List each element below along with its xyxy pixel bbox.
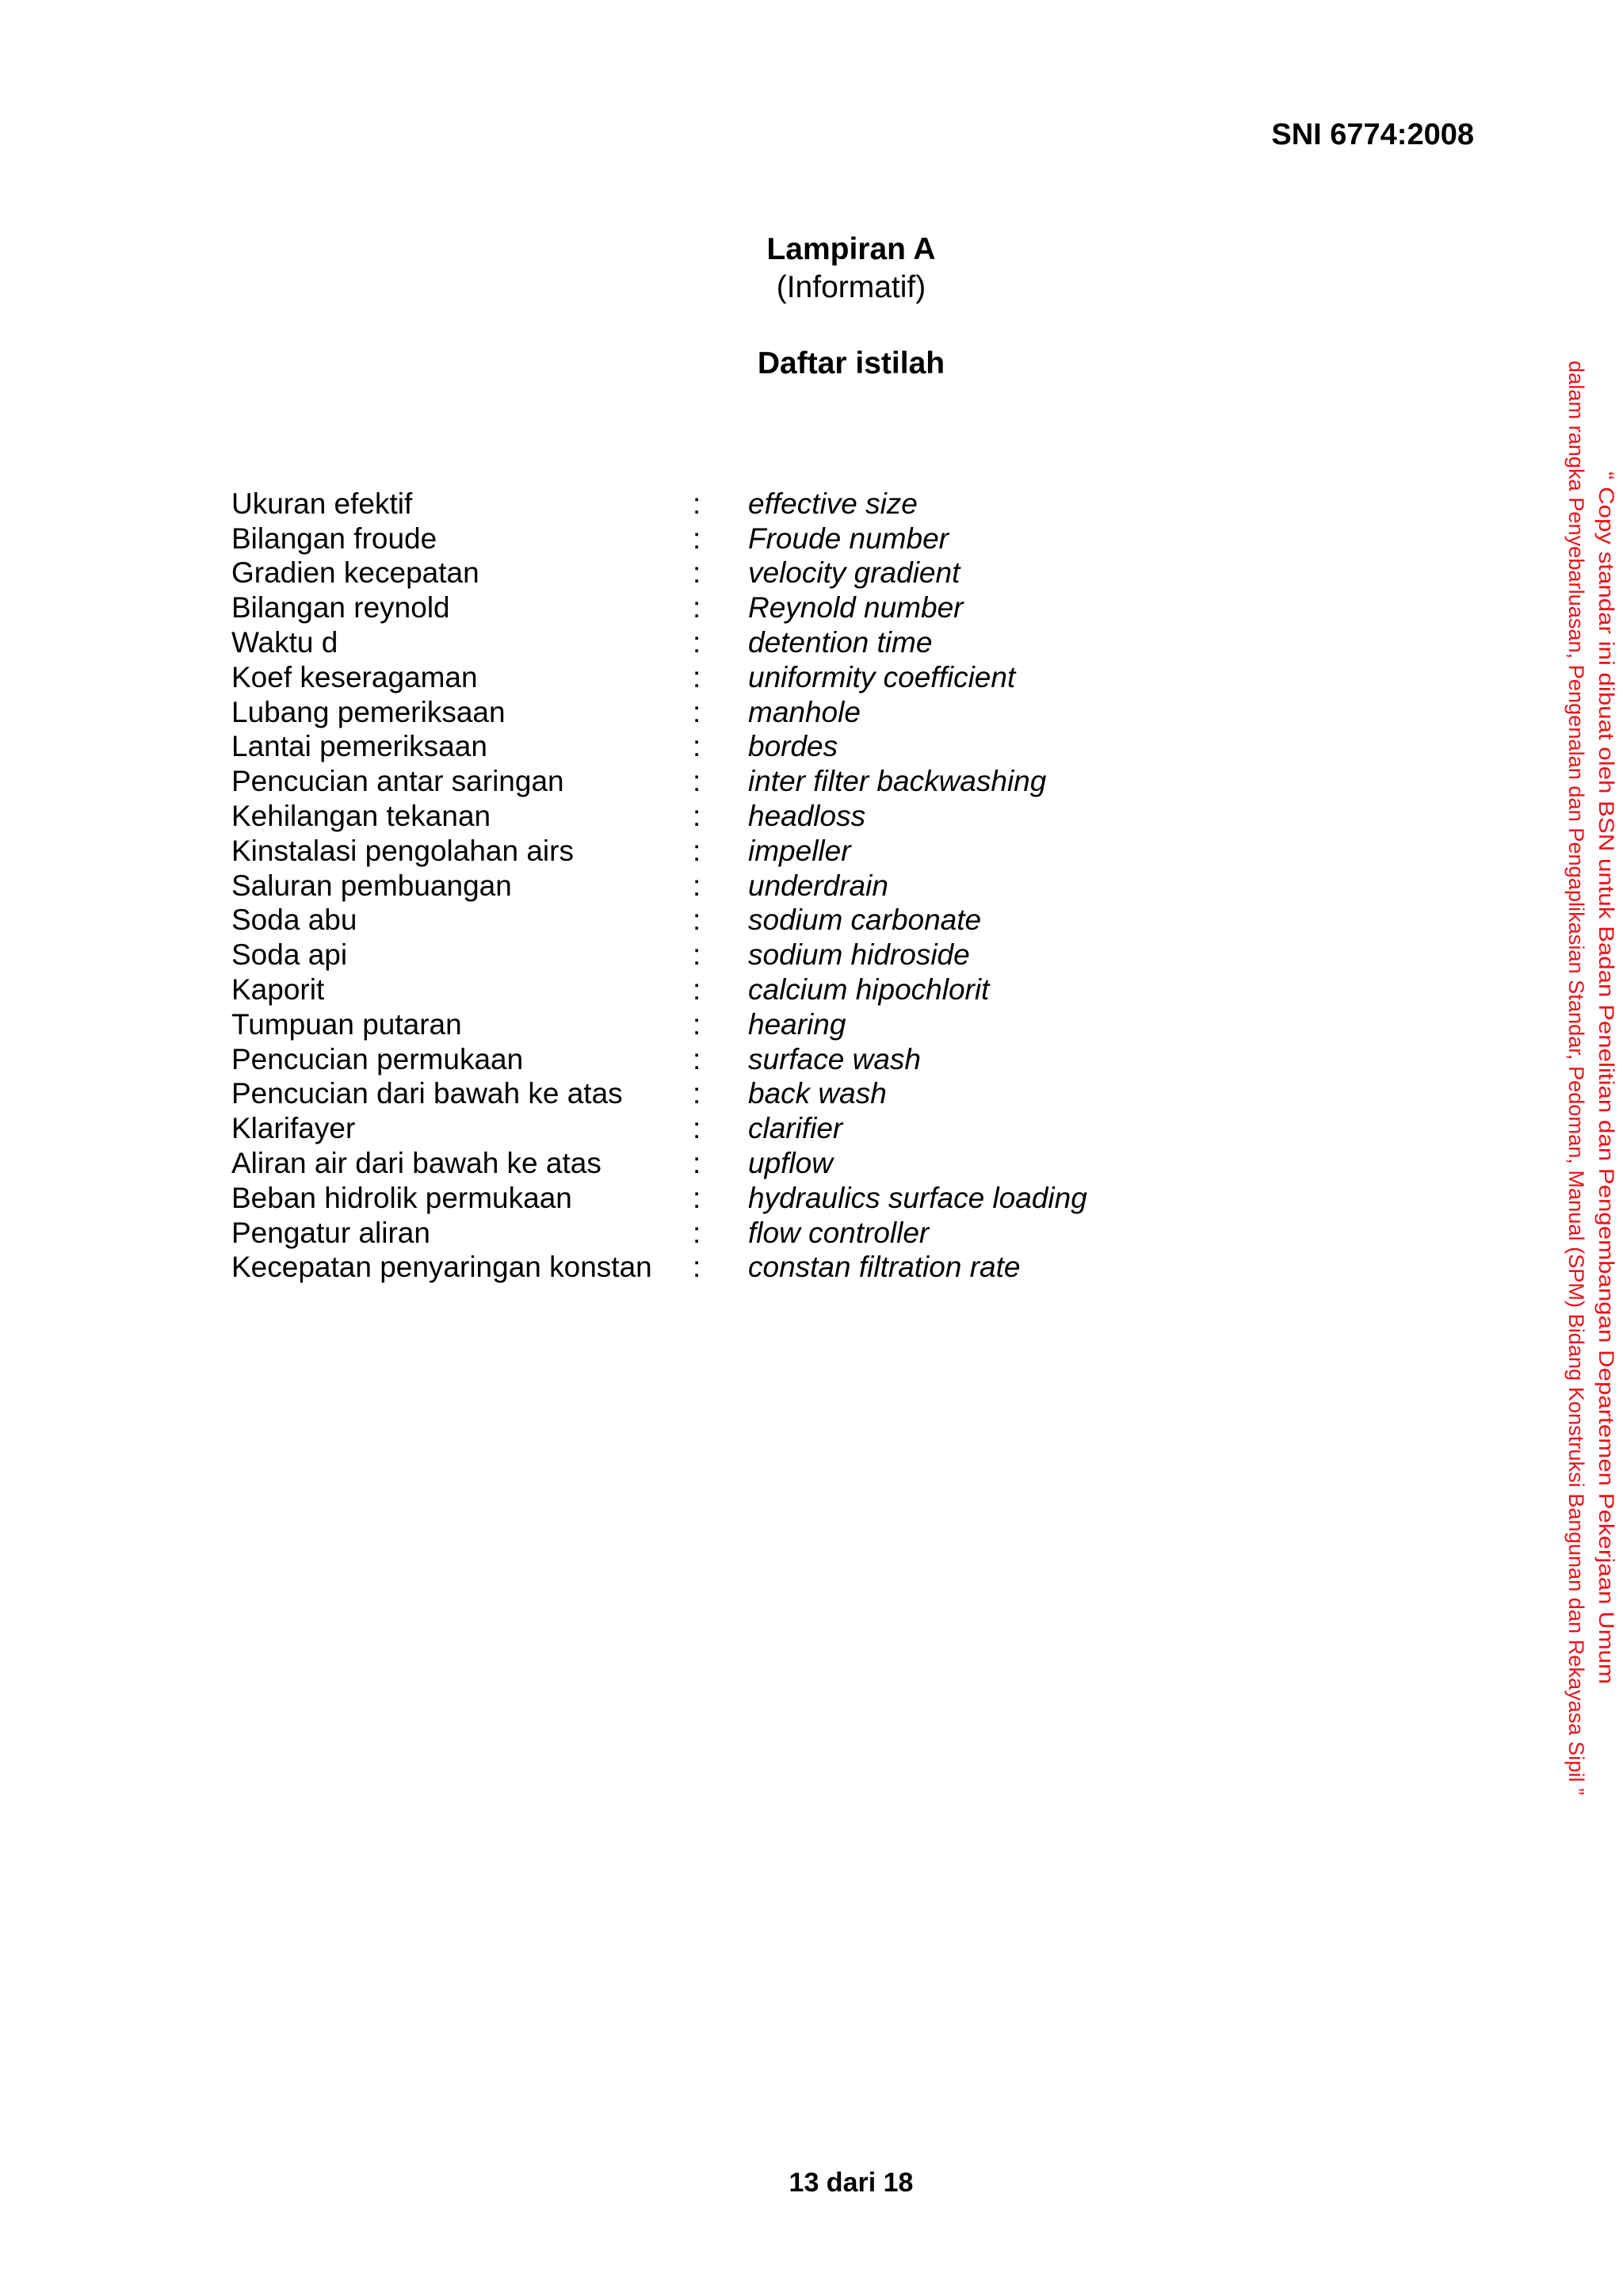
glossary-separator: : [693,556,701,590]
glossary-separator: : [693,765,701,798]
glossary-row [231,521,1182,556]
glossary-row [231,1146,1182,1181]
annex-subtitle: (Informatif) [776,270,926,304]
glossary-separator: : [693,904,701,937]
glossary-english-term: bordes [748,730,838,763]
glossary-separator: : [693,695,701,728]
glossary-row [231,1077,1182,1112]
glossary-term: Waktu d [231,626,338,659]
section-title: Daftar istilah [757,346,945,380]
glossary-separator: : [693,1216,701,1249]
glossary-row [231,1216,1182,1251]
glossary-english-term: Reynold number [748,591,964,625]
glossary-term: Aliran air dari bawah ke atas [231,1147,601,1180]
glossary-english-term: clarifier [748,1112,843,1145]
document-id: SNI 6774:2008 [1271,118,1474,151]
glossary-separator: : [693,626,701,659]
glossary-term: Pencucian permukaan [231,1042,524,1075]
watermark-line-1: “ Copy standar ini dibuat oleh BSN untuk Badan Penelitian dan Pengembangan Departemen Pekerjaan Umum [1594,472,1618,1520]
glossary-term: Kinstalasi pengolahan airs [231,834,574,867]
glossary-term: Saluran pembuangan [231,869,512,902]
glossary-english-term: Froude number [748,521,949,555]
glossary-separator: : [693,660,701,693]
glossary-english-term: calcium hipochlorit [748,973,990,1007]
glossary-term: Kaporit [231,973,325,1007]
watermark-svg [1561,361,1618,1803]
glossary-row [231,904,1182,938]
glossary-term: Lubang pemeriksaan [231,695,506,728]
glossary-separator: : [693,869,701,902]
glossary-english-term: surface wash [748,1042,921,1075]
glossary-separator: : [693,487,701,520]
glossary-row [231,1042,1182,1077]
page-number: 13 dari 18 [789,2168,914,2198]
glossary-separator: : [693,1251,701,1284]
glossary-term: Koef keseragaman [231,660,478,693]
glossary-row [231,1111,1182,1146]
glossary-english-term: headloss [748,800,866,833]
glossary-separator: : [693,1042,701,1075]
glossary-english-term: hearing [748,1007,846,1041]
glossary-english-term: inter filter backwashing [748,765,1047,798]
glossary-english-term: impeller [748,834,851,867]
glossary-english-term: detention time [748,626,933,659]
glossary-english-term: uniformity coefficient [748,660,1016,693]
glossary-row [231,764,1182,799]
glossary-row [231,869,1182,904]
glossary-english-term: hydraulics surface loading [748,1181,1087,1214]
glossary-separator: : [693,521,701,555]
glossary-english-term: velocity gradient [748,556,960,590]
glossary-term: Soda api [231,938,348,972]
glossary-english-term: sodium carbonate [748,904,982,937]
glossary-row [231,1007,1182,1042]
glossary-row [231,730,1182,765]
glossary-term: Gradien kecepatan [231,556,479,590]
glossary-row [231,625,1182,660]
glossary-row [231,972,1182,1007]
glossary-term: Lantai pemeriksaan [231,730,487,763]
watermark-line-2: dalam rangka Penyebarluasan, Pengenalan dan Pengaplikasian Standar, Pedoman, Manual (SPM) Bidang Konstruksi Bangunan dan Rekayasa Sipil ” [1564,361,1588,1786]
glossary-english-term: back wash [748,1077,887,1110]
glossary-english-term: underdrain [748,869,888,902]
glossary-term: Ukuran efektif [231,487,413,520]
glossary-row [231,834,1182,869]
glossary-term: Bilangan froude [231,521,437,555]
glossary-term: Kehilangan tekanan [231,800,491,833]
glossary-separator: : [693,1007,701,1041]
glossary-term: Klarifayer [231,1112,356,1145]
glossary-english-term: flow controller [748,1216,930,1249]
glossary-row [231,799,1182,834]
glossary-row [231,590,1182,625]
glossary-row [231,487,1182,521]
glossary-separator: : [693,973,701,1007]
glossary-list [231,487,1182,1285]
glossary-english-term: manhole [748,695,861,728]
glossary-row [231,660,1182,695]
glossary-separator: : [693,591,701,625]
glossary-term: Pencucian antar saringan [231,765,564,798]
glossary-separator: : [693,1112,701,1145]
glossary-row [231,1181,1182,1216]
glossary-english-term: constan filtration rate [748,1251,1021,1284]
glossary-term: Bilangan reynold [231,591,450,625]
glossary-row [231,1251,1182,1286]
glossary-term: Pengatur aliran [231,1216,430,1249]
copyright-watermark [1561,361,1618,1803]
glossary-separator: : [693,1181,701,1214]
glossary-term: Soda abu [231,904,357,937]
glossary-english-term: sodium hidroside [748,938,970,972]
glossary-separator: : [693,834,701,867]
glossary-term: Tumpuan putaran [231,1007,462,1041]
glossary-separator: : [693,730,701,763]
glossary-english-term: upflow [748,1147,833,1180]
glossary-term: Beban hidrolik permukaan [231,1181,572,1214]
glossary-english-term: effective size [748,487,918,520]
annex-title: Lampiran A [766,232,936,266]
glossary-separator: : [693,938,701,972]
glossary-separator: : [693,800,701,833]
glossary-term: Pencucian dari bawah ke atas [231,1077,623,1110]
glossary-term: Kecepatan penyaringan konstan [231,1251,652,1284]
glossary-row [231,556,1182,591]
glossary-row [231,938,1182,972]
glossary-separator: : [693,1077,701,1110]
glossary-separator: : [693,1147,701,1180]
glossary-row [231,695,1182,730]
